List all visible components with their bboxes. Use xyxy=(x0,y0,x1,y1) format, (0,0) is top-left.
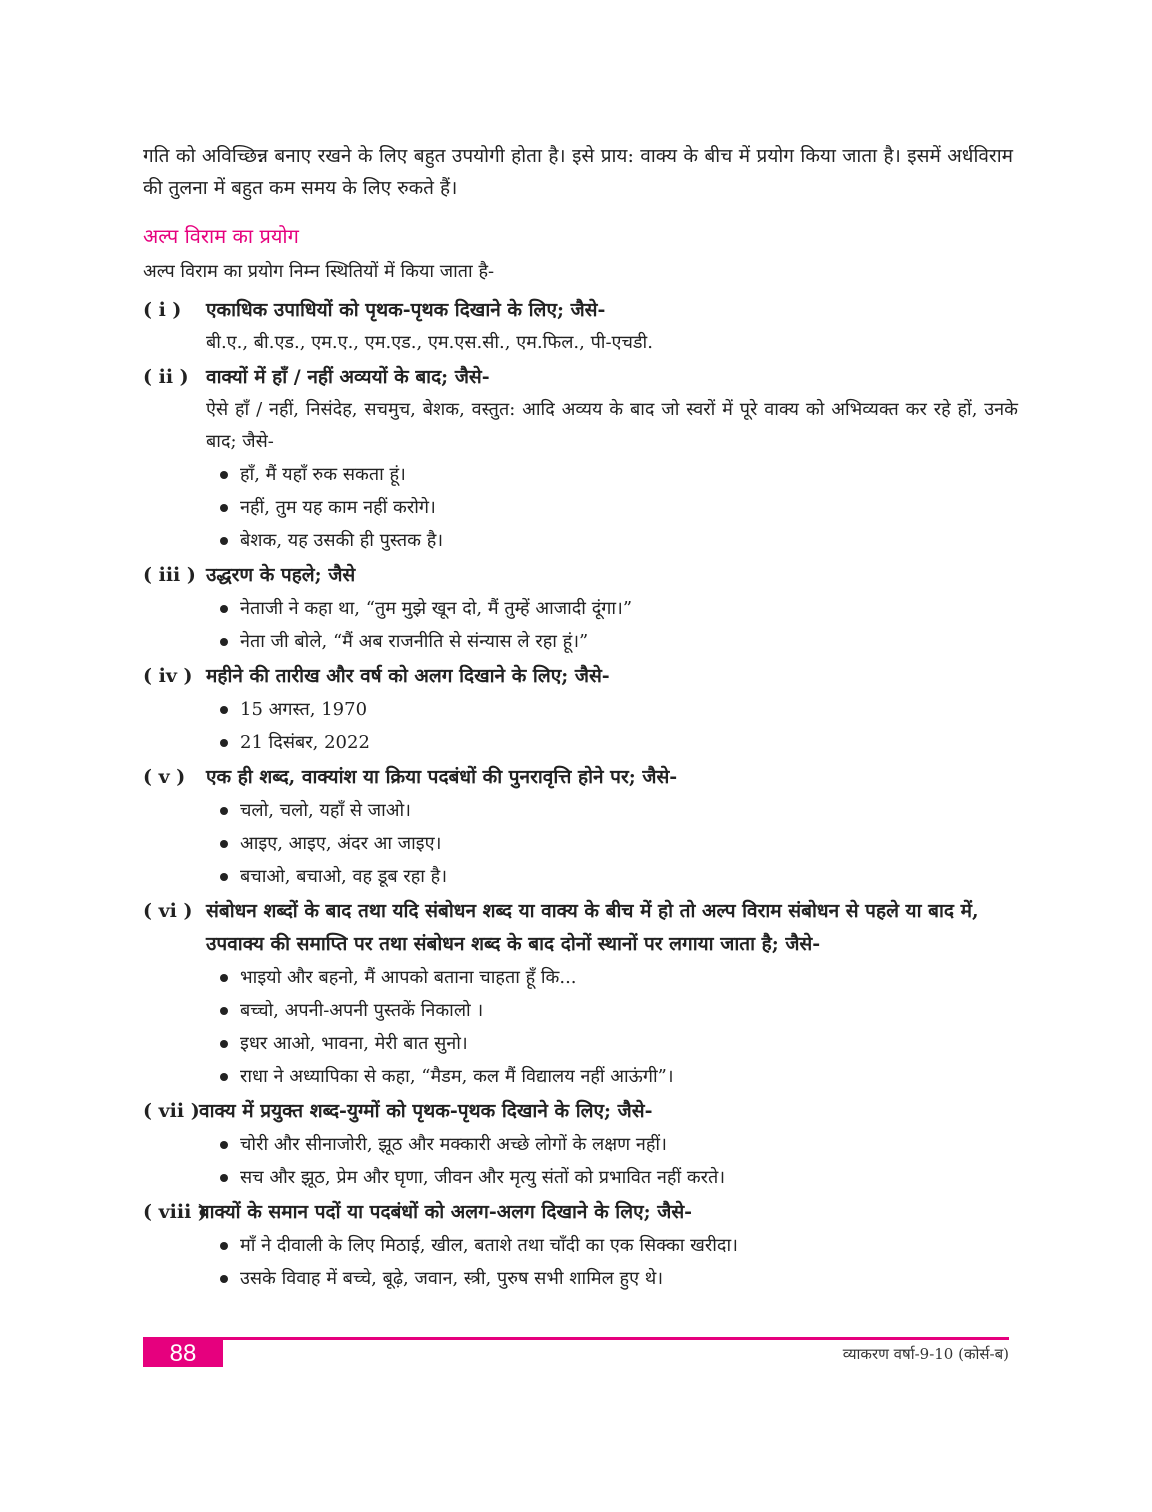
bullet-icon xyxy=(220,873,228,881)
item-number: ( iv ) xyxy=(143,665,193,687)
example-item: राधा ने अध्यापिका से कहा, “मैडम, कल मैं विद्यालय नहीं आऊंगी”। xyxy=(218,1060,1018,1093)
example-item: आइए, आइए, अंदर आ जाइए। xyxy=(218,827,1018,860)
example-item: 15 अगस्त, 1970 xyxy=(218,693,1018,726)
intro-paragraph: गति को अविच्छिन्न बनाए रखने के लिए बहुत उपयोगी होता है। इसे प्राय: वाक्य के बीच में प्रयोग किया जाता है। इसमें अर्धविराम की तुलना में बहुत कम समय के लिए रुकते हैं। xyxy=(143,145,1013,199)
example-item: बच्चो, अपनी-अपनी पुस्तकें निकालो । xyxy=(218,994,1018,1027)
footer-divider xyxy=(143,1337,1009,1340)
example-item: 21 दिसंबर, 2022 xyxy=(218,726,1018,759)
bullet-icon xyxy=(220,1073,228,1081)
example-list xyxy=(143,693,1018,759)
usage-item xyxy=(143,1196,1018,1295)
example-list xyxy=(143,1128,1018,1194)
example-item: हाँ, मैं यहाँ रुक सकता हूं। xyxy=(218,458,1018,491)
item-heading: एक ही शब्द, वाक्यांश या क्रिया पदबंधों की पुनरावृत्ति होने पर; जैसे- xyxy=(206,766,678,788)
example-list xyxy=(143,592,1018,658)
item-description: ऐसे हाँ / नहीं, निसंदेह, सचमुच, बेशक, वस्तुत: आदि अव्यय के बाद जो स्वरों में पूरे वाक्य को अभिव्यक्त कर रहे हों, उनके बाद; जैसे- xyxy=(206,399,1018,452)
example-item: बचाओ, बचाओ, वह डूब रहा है। xyxy=(218,860,1018,893)
item-heading: एकाधिक उपाधियों को पृथक-पृथक दिखाने के लिए; जैसे- xyxy=(206,299,606,321)
book-title: व्याकरण वर्षा-9-10 (कोर्स-ब) xyxy=(842,1345,1009,1363)
example-item: उसके विवाह में बच्चे, बूढ़े, जवान, स्त्री, पुरुष सभी शामिल हुए थे। xyxy=(218,1262,1018,1295)
item-number: ( v ) xyxy=(143,766,186,788)
example-item: नेताजी ने कहा था, “तुम मुझे खून दो, मैं तुम्हें आजादी दूंगा।” xyxy=(218,592,1018,625)
lead-sentence: अल्प विराम का प्रयोग निम्न स्थितियों में किया जाता है- xyxy=(143,261,495,282)
example-item: भाइयो और बहनो, मैं आपको बताना चाहता हूँ कि... xyxy=(218,961,1018,994)
example-list xyxy=(143,961,1018,1093)
item-number: ( vi ) xyxy=(143,900,193,922)
bullet-icon xyxy=(220,605,228,613)
bullet-icon xyxy=(220,1174,228,1182)
bullet-icon xyxy=(220,807,228,815)
example-list xyxy=(143,794,1018,893)
example-item: माँ ने दीवाली के लिए मिठाई, खील, बताशे तथा चाँदी का एक सिक्का खरीदा। xyxy=(218,1229,1018,1262)
usage-item xyxy=(143,361,1018,557)
item-number: ( viii ) xyxy=(143,1201,207,1223)
page-number: 88 xyxy=(143,1340,223,1367)
bullet-icon xyxy=(220,840,228,848)
bullet-icon xyxy=(220,1242,228,1250)
bullet-icon xyxy=(220,974,228,982)
usage-item xyxy=(143,559,1018,658)
item-number: ( iii ) xyxy=(143,564,196,586)
item-heading: वाक्य में प्रयुक्त शब्द-युग्मों को पृथक-पृथक दिखाने के लिए; जैसे- xyxy=(199,1100,653,1122)
example-item: चलो, चलो, यहाँ से जाओ। xyxy=(218,794,1018,827)
item-example: बी.ए., बी.एड., एम.ए., एम.एड., एम.एस.सी., एम.फिल., पी-एचडी. xyxy=(206,332,653,353)
usage-item xyxy=(143,294,1018,359)
item-heading: वाक्यों के समान पदों या पदबंधों को अलग-अलग दिखाने के लिए; जैसे- xyxy=(199,1201,693,1223)
bullet-icon xyxy=(220,1141,228,1149)
example-list xyxy=(143,458,1018,557)
example-item: इधर आओ, भावना, मेरी बात सुनो। xyxy=(218,1027,1018,1060)
item-heading: उद्धरण के पहले; जैसे xyxy=(206,564,356,586)
bullet-icon xyxy=(220,471,228,479)
bullet-icon xyxy=(220,1040,228,1048)
item-heading: वाक्यों में हाँ / नहीं अव्ययों के बाद; जैसे- xyxy=(206,366,490,388)
example-list xyxy=(143,1229,1018,1295)
example-item: बेशक, यह उसकी ही पुस्तक है। xyxy=(218,524,1018,557)
item-heading: संबोधन शब्दों के बाद तथा यदि संबोधन शब्द या वाक्य के बीच में हो तो अल्प विराम संबोधन से पहले या बाद में, उपवाक्य की समाप्ति पर तथा संबोधन शब्द के बाद दोनों स्थानों पर लगाया जाता है; जैसे- xyxy=(206,900,979,955)
example-item: नहीं, तुम यह काम नहीं करोगे। xyxy=(218,491,1018,524)
bullet-icon xyxy=(220,1275,228,1283)
usage-item xyxy=(143,1095,1018,1194)
bullet-icon xyxy=(220,706,228,714)
usage-list xyxy=(143,294,1018,1297)
item-number: ( i ) xyxy=(143,299,182,321)
usage-item xyxy=(143,895,1018,1093)
bullet-icon xyxy=(220,504,228,512)
bullet-icon xyxy=(220,638,228,646)
usage-item xyxy=(143,660,1018,759)
bullet-icon xyxy=(220,537,228,545)
section-heading: अल्प विराम का प्रयोग xyxy=(143,224,299,248)
example-item: चोरी और सीनाजोरी, झूठ और मक्कारी अच्छे लोगों के लक्षण नहीं। xyxy=(218,1128,1018,1161)
example-item: नेता जी बोले, “मैं अब राजनीति से संन्यास ले रहा हूं।” xyxy=(218,625,1018,658)
item-number: ( vii ) xyxy=(143,1100,200,1122)
bullet-icon xyxy=(220,739,228,747)
bullet-icon xyxy=(220,1007,228,1015)
item-number: ( ii ) xyxy=(143,366,189,388)
example-item: सच और झूठ, प्रेम और घृणा, जीवन और मृत्यु संतों को प्रभावित नहीं करते। xyxy=(218,1161,1018,1194)
usage-item xyxy=(143,761,1018,893)
item-heading: महीने की तारीख और वर्ष को अलग दिखाने के लिए; जैसे- xyxy=(206,665,610,687)
